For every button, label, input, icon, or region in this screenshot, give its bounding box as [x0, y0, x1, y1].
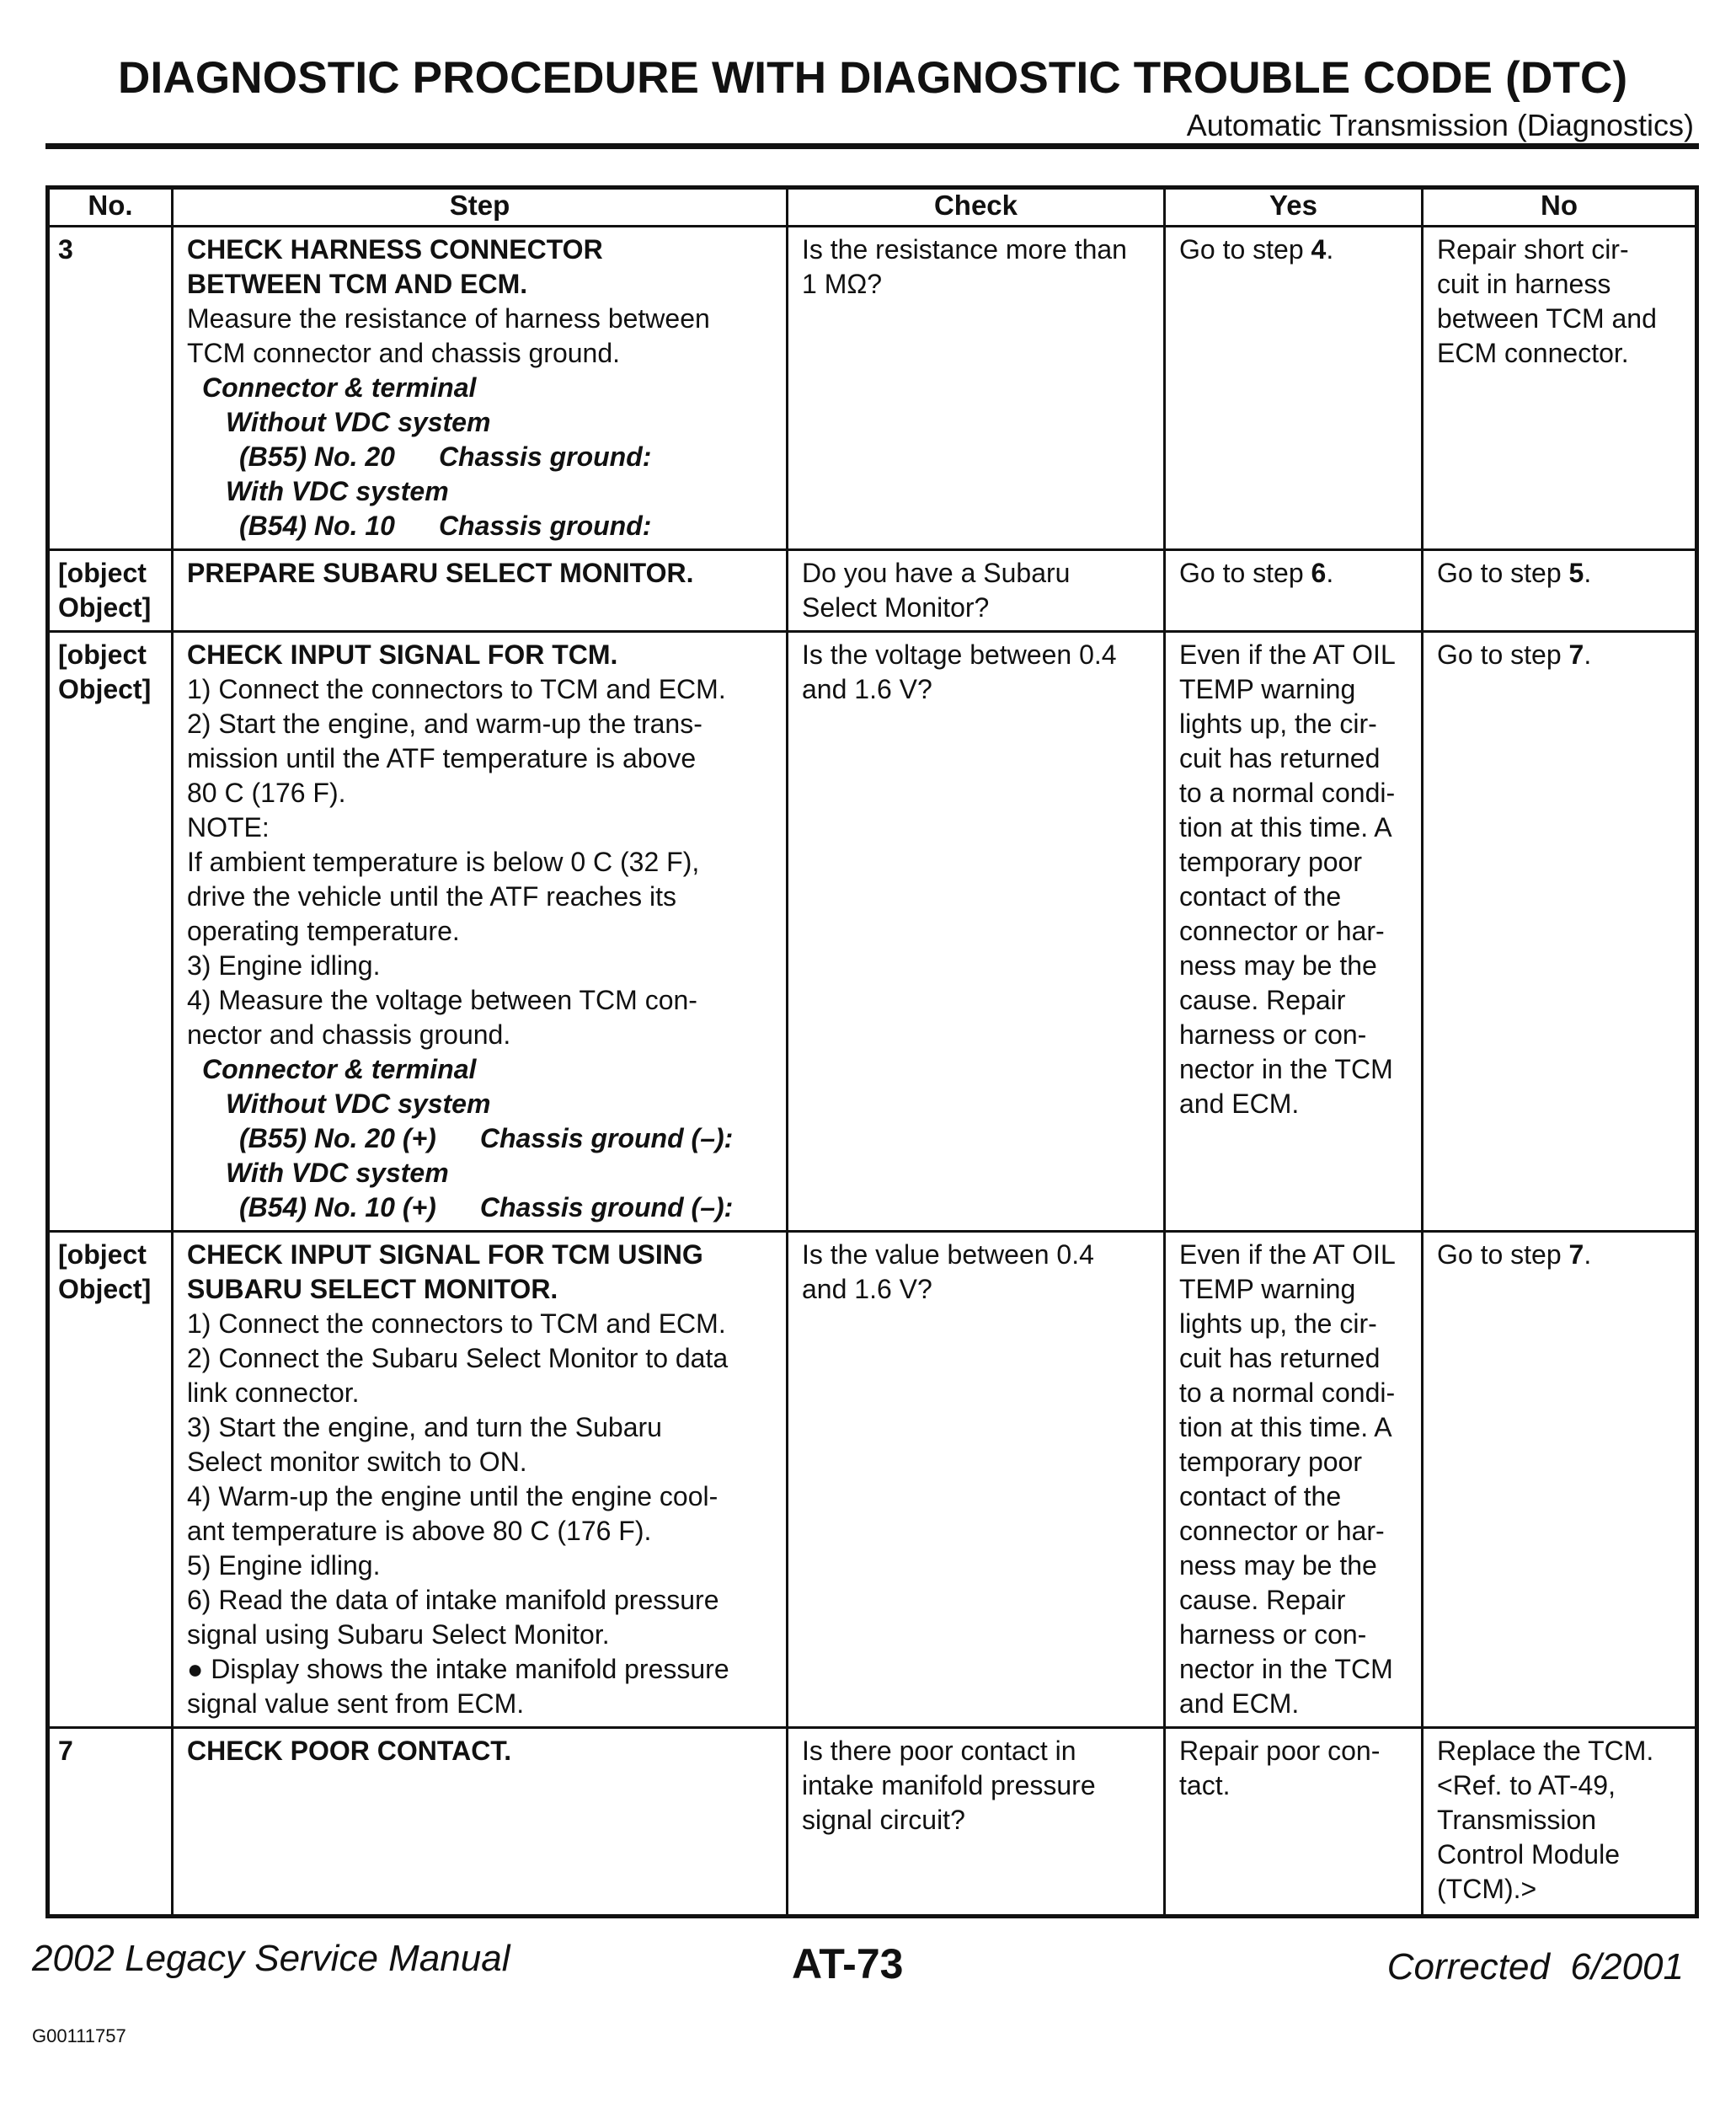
step-line: Select monitor switch to ON.	[187, 1447, 527, 1477]
ground-label: Chassis ground (–):	[479, 1123, 734, 1153]
check-line: signal circuit?	[802, 1805, 965, 1835]
step-line: operating temperature.	[187, 916, 460, 946]
yes-line: ness may be the	[1179, 950, 1377, 981]
yes-line: and ECM.	[1179, 1089, 1300, 1119]
step-line: 4) Measure the voltage between TCM con-	[187, 985, 697, 1015]
yes-line: TEMP warning	[1179, 674, 1356, 704]
no-cell	[1423, 1728, 1697, 1917]
no-line: ECM connector.	[1437, 338, 1629, 368]
yes-line: Even if the AT OIL	[1179, 1239, 1396, 1270]
yes-line: harness or con-	[1179, 1619, 1367, 1650]
yes-line: cuit has returned	[1179, 1343, 1381, 1373]
check-cell	[788, 1232, 1165, 1728]
yes-line: temporary poor	[1179, 847, 1362, 877]
yes-cell	[1165, 227, 1423, 550]
page-number: AT-73	[792, 1940, 904, 1987]
terminal-label: (B55) No. 20 (+)	[239, 1123, 436, 1153]
no-text: Go to step	[1437, 1239, 1569, 1270]
yes-line: Even if the AT OIL	[1179, 639, 1396, 670]
step-line: 5) Engine idling.	[187, 1550, 381, 1581]
step-number: [object Object]	[48, 1232, 173, 1728]
check-line: and 1.6 V?	[802, 674, 932, 704]
step-ref: 6	[1311, 558, 1327, 588]
system-label: Without VDC system	[226, 407, 491, 437]
no-line: Repair short cir-	[1437, 234, 1629, 265]
step-line: 3) Start the engine, and turn the Subaru	[187, 1412, 662, 1442]
no-line: Replace the TCM.	[1437, 1736, 1654, 1766]
ground-label: Chassis ground (–):	[479, 1192, 734, 1222]
check-cell	[788, 1728, 1165, 1917]
no-line: (TCM).>	[1437, 1874, 1537, 1904]
bullet-line: ● Display shows the intake manifold pressure	[187, 1654, 729, 1684]
check-line: and 1.6 V?	[802, 1274, 932, 1304]
step-line: drive the vehicle until the ATF reaches its	[187, 881, 677, 912]
step-line: 80 C (176 F).	[187, 778, 346, 808]
step-number: [object Object]	[48, 632, 173, 1232]
step-title: CHECK INPUT SIGNAL FOR TCM.	[187, 639, 618, 670]
yes-line: connector or har-	[1179, 916, 1385, 946]
ground-label: Chassis ground:	[438, 441, 652, 472]
yes-line: Repair poor con-	[1179, 1736, 1381, 1766]
no-text: Go to step	[1437, 639, 1569, 670]
no-line: Control Module	[1437, 1839, 1620, 1870]
yes-cell	[1165, 1728, 1423, 1917]
yes-line: to a normal condi-	[1179, 1377, 1396, 1408]
yes-text: Go to step	[1179, 234, 1311, 265]
yes-line: cause. Repair	[1179, 1585, 1346, 1615]
yes-suffix: .	[1326, 558, 1334, 588]
yes-line: lights up, the cir-	[1179, 709, 1377, 739]
table-header-row	[48, 188, 1697, 227]
ground-label: Chassis ground:	[438, 511, 652, 541]
no-line: Transmission	[1437, 1805, 1597, 1835]
terminal-label: (B54) No. 10 (+)	[239, 1192, 436, 1222]
system-label: With VDC system	[226, 1158, 449, 1188]
step-number: [object Object]	[48, 550, 173, 632]
yes-line: harness or con-	[1179, 1019, 1367, 1050]
step-ref: 5	[1568, 558, 1584, 588]
no-cell	[1423, 550, 1697, 632]
step-ref: 7	[1568, 639, 1584, 670]
no-cell	[1423, 1232, 1697, 1728]
step-cell	[173, 550, 788, 632]
step-line: link connector.	[187, 1377, 360, 1408]
step-line: 1) Connect the connectors to TCM and ECM.	[187, 674, 726, 704]
no-suffix: .	[1584, 558, 1592, 588]
column-header-step: Step	[173, 188, 788, 227]
revision-date: Corrected 6/2001	[1386, 1946, 1684, 1987]
step-line: signal value sent from ECM.	[187, 1688, 525, 1719]
step-number: 7	[48, 1728, 173, 1917]
system-label: Without VDC system	[226, 1089, 491, 1119]
terminal-label: (B55) No. 20	[239, 441, 395, 472]
yes-line: connector or har-	[1179, 1516, 1385, 1546]
no-text: Go to step	[1437, 558, 1569, 588]
document-id: G00111757	[32, 2025, 126, 2046]
yes-line: cuit has returned	[1179, 743, 1381, 773]
yes-line: contact of the	[1179, 881, 1342, 912]
yes-suffix: .	[1326, 234, 1334, 265]
check-line: Do you have a Subaru	[802, 558, 1071, 588]
terminal-line	[187, 1190, 772, 1225]
terminal-line	[187, 440, 772, 474]
diagnostic-table	[45, 185, 1699, 1918]
step-title: CHECK POOR CONTACT.	[187, 1736, 512, 1766]
column-header-no-answer: No	[1423, 188, 1697, 227]
no-line: between TCM and	[1437, 303, 1657, 334]
step-number: 3	[48, 227, 173, 550]
yes-line: lights up, the cir-	[1179, 1308, 1377, 1339]
system-label: With VDC system	[226, 476, 449, 506]
step-line: If ambient temperature is below 0 C (32 F),	[187, 847, 700, 877]
yes-line: tion at this time. A	[1179, 812, 1392, 843]
step-title: PREPARE SUBARU SELECT MONITOR.	[187, 558, 694, 588]
table-row	[48, 227, 1697, 550]
step-cell	[173, 227, 788, 550]
yes-line: to a normal condi-	[1179, 778, 1396, 808]
check-cell	[788, 550, 1165, 632]
manual-name: 2002 Legacy Service Manual	[32, 1938, 510, 1979]
step-line: Measure the resistance of harness between	[187, 303, 710, 334]
check-line: Select Monitor?	[802, 592, 990, 623]
step-title: BETWEEN TCM AND ECM.	[187, 269, 528, 299]
check-line: 1 MΩ?	[802, 269, 883, 299]
step-title: CHECK INPUT SIGNAL FOR TCM USING	[187, 1239, 703, 1270]
step-ref: 4	[1311, 234, 1327, 265]
yes-line: ness may be the	[1179, 1550, 1377, 1581]
terminal-line	[187, 509, 772, 543]
table-row	[48, 1232, 1697, 1728]
column-header-check: Check	[788, 188, 1165, 227]
table-row	[48, 550, 1697, 632]
step-line: TCM connector and chassis ground.	[187, 338, 621, 368]
no-line: cuit in harness	[1437, 269, 1611, 299]
step-title: SUBARU SELECT MONITOR.	[187, 1274, 558, 1304]
step-line: 2) Connect the Subaru Select Monitor to data	[187, 1343, 729, 1373]
step-line: mission until the ATF temperature is above	[187, 743, 697, 773]
check-line: Is the value between 0.4	[802, 1239, 1094, 1270]
terminal-line	[187, 1121, 772, 1156]
step-line: signal using Subaru Select Monitor.	[187, 1619, 610, 1650]
yes-cell	[1165, 550, 1423, 632]
step-line: 1) Connect the connectors to TCM and ECM.	[187, 1308, 726, 1339]
check-cell	[788, 632, 1165, 1232]
yes-line: nector in the TCM	[1179, 1654, 1393, 1684]
no-suffix: .	[1584, 639, 1592, 670]
yes-line: tact.	[1179, 1770, 1231, 1800]
yes-text: Go to step	[1179, 558, 1311, 588]
yes-line: nector in the TCM	[1179, 1054, 1393, 1084]
no-suffix: .	[1584, 1239, 1592, 1270]
no-cell	[1423, 632, 1697, 1232]
step-line: 4) Warm-up the engine until the engine cool-	[187, 1481, 718, 1511]
step-line: 3) Engine idling.	[187, 950, 381, 981]
step-line: 2) Start the engine, and warm-up the trans-	[187, 709, 702, 739]
check-line: Is the resistance more than	[802, 234, 1127, 265]
yes-line: temporary poor	[1179, 1447, 1362, 1477]
column-header-no: No.	[48, 188, 173, 227]
yes-line: cause. Repair	[1179, 985, 1346, 1015]
step-cell	[173, 1232, 788, 1728]
table-row	[48, 632, 1697, 1232]
note-label: NOTE:	[187, 812, 270, 843]
check-line: Is the voltage between 0.4	[802, 639, 1117, 670]
header-rule	[45, 143, 1699, 149]
step-line: 6) Read the data of intake manifold pressure	[187, 1585, 719, 1615]
step-ref: 7	[1568, 1239, 1584, 1270]
check-line: intake manifold pressure	[802, 1770, 1096, 1800]
table-row	[48, 1728, 1697, 1917]
no-cell	[1423, 227, 1697, 550]
yes-line: contact of the	[1179, 1481, 1342, 1511]
terminal-label: (B54) No. 10	[239, 511, 395, 541]
check-cell	[788, 227, 1165, 550]
connector-heading: Connector & terminal	[202, 1054, 477, 1084]
step-line: nector and chassis ground.	[187, 1019, 511, 1050]
step-title: CHECK HARNESS CONNECTOR	[187, 234, 603, 265]
check-line: Is there poor contact in	[802, 1736, 1076, 1766]
connector-heading: Connector & terminal	[202, 372, 477, 403]
yes-line: tion at this time. A	[1179, 1412, 1392, 1442]
column-header-yes: Yes	[1165, 188, 1423, 227]
yes-cell	[1165, 632, 1423, 1232]
page-subtitle: Automatic Transmission (Diagnostics)	[1186, 108, 1694, 142]
page-title: DIAGNOSTIC PROCEDURE WITH DIAGNOSTIC TROUBLE CODE (DTC)	[118, 53, 1628, 103]
yes-cell	[1165, 1232, 1423, 1728]
step-cell	[173, 1728, 788, 1917]
yes-line: TEMP warning	[1179, 1274, 1356, 1304]
step-cell	[173, 632, 788, 1232]
step-line: ant temperature is above 80 C (176 F).	[187, 1516, 652, 1546]
yes-line: and ECM.	[1179, 1688, 1300, 1719]
no-line: <Ref. to AT-49,	[1437, 1770, 1616, 1800]
